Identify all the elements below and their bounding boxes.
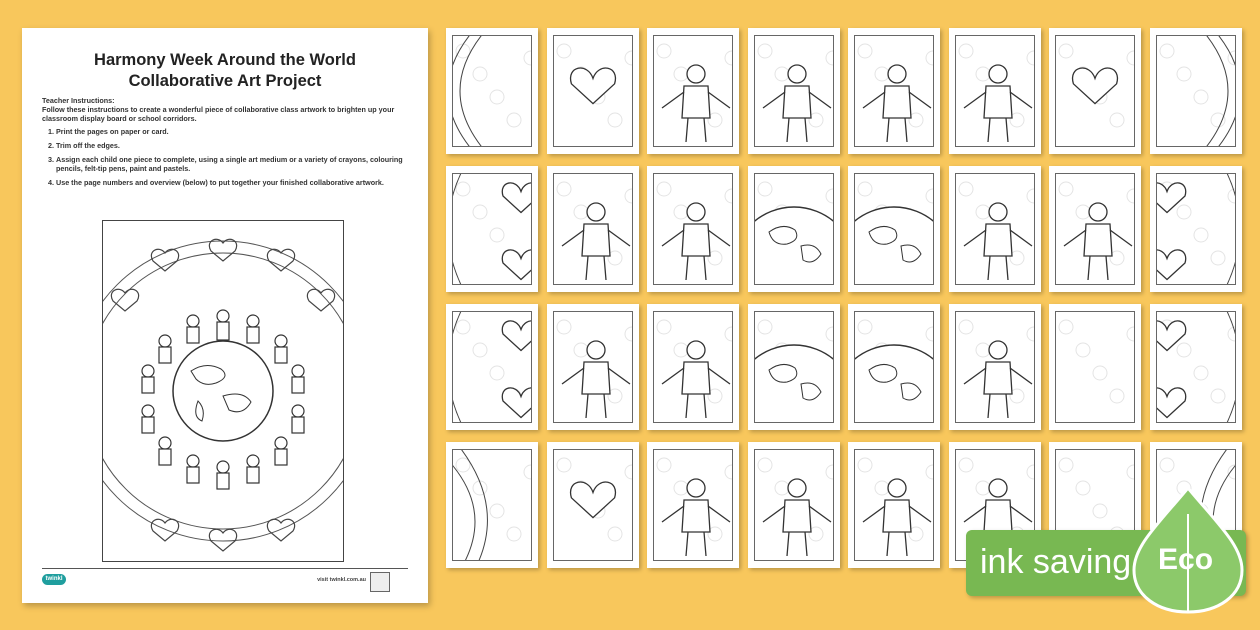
artwork-tile (647, 304, 739, 430)
tile-border (754, 311, 834, 423)
artwork-tile (748, 166, 840, 292)
artwork-tile (547, 28, 639, 154)
tile-border (653, 449, 733, 561)
tile-illustration (554, 174, 632, 284)
tile-illustration (1056, 36, 1134, 146)
tile-illustration (755, 174, 833, 284)
tile-border (754, 449, 834, 561)
instructions-intro: Follow these instructions to create a wonderful piece of collaborative class artwork to brighten up your classroom display board or school corridors. (42, 105, 395, 123)
ink-saving-label: ink saving (980, 543, 1132, 581)
tile-illustration (755, 312, 833, 422)
tile-illustration (1157, 36, 1235, 146)
tile-border (653, 173, 733, 285)
tile-illustration (453, 174, 531, 284)
tile-border (553, 35, 633, 147)
footer-url: visit twinkl.com.au (317, 577, 366, 583)
artwork-tile (1049, 166, 1141, 292)
tile-illustration (453, 450, 531, 560)
title-line-1: Harmony Week Around the World (94, 51, 356, 69)
tile-border (754, 173, 834, 285)
artwork-tile (949, 28, 1041, 154)
tile-illustration (654, 174, 732, 284)
tile-illustration (1157, 312, 1235, 422)
tile-border (1156, 173, 1236, 285)
tile-illustration (554, 312, 632, 422)
publisher-stamp-icon (370, 572, 390, 592)
tile-border (452, 311, 532, 423)
tile-illustration (453, 36, 531, 146)
artwork-overview (102, 220, 344, 562)
tile-illustration (1056, 312, 1134, 422)
step-2: 2. Trim off the edges. (56, 141, 412, 150)
steps-list (42, 127, 412, 187)
title-line-2: Collaborative Art Project (128, 72, 322, 90)
tile-border (1156, 311, 1236, 423)
tile-illustration (453, 312, 531, 422)
artwork-tile (1150, 166, 1242, 292)
artwork-tile (647, 166, 739, 292)
artwork-tile (547, 304, 639, 430)
tile-border (1055, 173, 1135, 285)
tile-border (553, 173, 633, 285)
artwork-tile (446, 442, 538, 568)
tile-border (653, 35, 733, 147)
artwork-tile (848, 442, 940, 568)
artwork-tile (647, 442, 739, 568)
artwork-tile (848, 304, 940, 430)
artwork-tile (547, 442, 639, 568)
tile-illustration (956, 312, 1034, 422)
artwork-tile (748, 304, 840, 430)
tile-border (452, 173, 532, 285)
tile-border (754, 35, 834, 147)
tile-illustration (956, 174, 1034, 284)
tile-border (653, 311, 733, 423)
eco-label: Eco (1158, 543, 1214, 576)
step-1: 1. Print the pages on paper or card. (56, 127, 412, 136)
tile-border (955, 173, 1035, 285)
instructions-heading: Teacher Instructions: (42, 96, 115, 105)
artwork-tile (848, 166, 940, 292)
tile-illustration (855, 174, 933, 284)
step-4: 4. Use the page numbers and overview (below) to put together your finished collaborative artwork. (56, 178, 412, 187)
document-title (22, 50, 428, 92)
teacher-instructions (42, 96, 412, 192)
tile-border (452, 35, 532, 147)
tile-illustration (755, 450, 833, 560)
overview-illustration (103, 221, 343, 561)
tile-border (854, 311, 934, 423)
artwork-tile (949, 166, 1041, 292)
tile-border (854, 35, 934, 147)
tile-border (1156, 35, 1236, 147)
artwork-tile (748, 442, 840, 568)
tile-border (553, 449, 633, 561)
tile-illustration (654, 36, 732, 146)
artwork-tile (848, 28, 940, 154)
artwork-tile (647, 28, 739, 154)
tile-illustration (654, 312, 732, 422)
sheet-footer (42, 568, 408, 593)
tile-border (553, 311, 633, 423)
tile-illustration (755, 36, 833, 146)
tile-illustration (554, 36, 632, 146)
artwork-tile (446, 28, 538, 154)
artwork-tile (1150, 304, 1242, 430)
tile-illustration (855, 312, 933, 422)
artwork-tile (446, 166, 538, 292)
artwork-tile (748, 28, 840, 154)
tile-illustration (956, 36, 1034, 146)
artwork-tile (446, 304, 538, 430)
tile-border (1055, 35, 1135, 147)
tile-border (854, 449, 934, 561)
artwork-tile (547, 166, 639, 292)
tile-border (955, 35, 1035, 147)
tile-illustration (1157, 174, 1235, 284)
overview-globe (173, 341, 273, 441)
tile-illustration (654, 450, 732, 560)
artwork-tile (1049, 28, 1141, 154)
tile-illustration (554, 450, 632, 560)
tile-border (1055, 311, 1135, 423)
artwork-tile (1049, 304, 1141, 430)
tile-border (955, 311, 1035, 423)
tile-border (854, 173, 934, 285)
instruction-sheet (22, 28, 428, 603)
tile-illustration (1056, 174, 1134, 284)
tile-illustration (855, 36, 933, 146)
artwork-tile (949, 304, 1041, 430)
artwork-tile (1150, 28, 1242, 154)
step-3: 3. Assign each child one piece to complete, using a single art medium or a variety of crayons, colouring pencils, felt-tip pens, paint and pastels. (56, 155, 412, 173)
tile-illustration (855, 450, 933, 560)
tile-border (452, 449, 532, 561)
twinkl-logo: twinkl (42, 574, 66, 585)
